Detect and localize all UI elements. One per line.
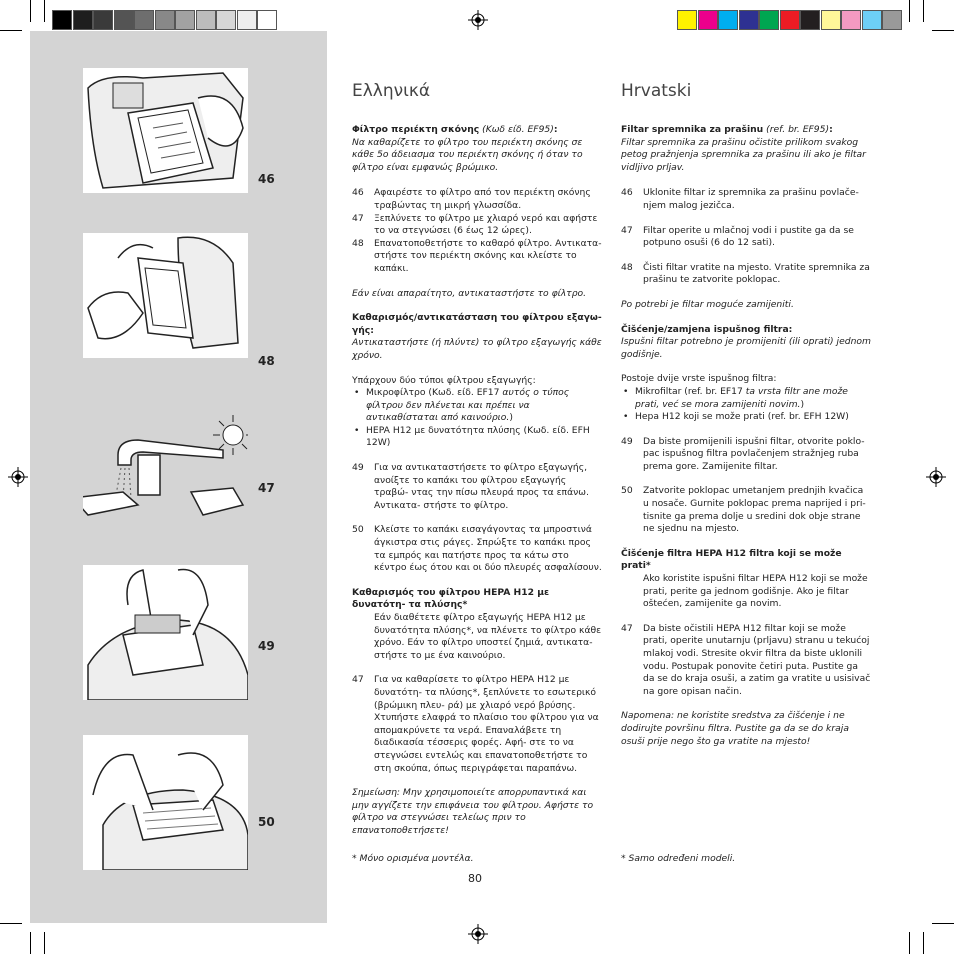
illustration-reinsert-filter (83, 233, 248, 358)
crop-mark (0, 923, 22, 924)
crop-mark (44, 932, 45, 954)
crop-mark (932, 923, 954, 924)
greek-filter-heading: Φίλτρο περιέκτη σκόνης (Κωδ είδ. EF95): (352, 124, 558, 135)
crop-mark (932, 30, 954, 31)
registration-mark-icon (926, 467, 946, 487)
step-item: 47 Da biste očistili HEPA H12 filtar koji se može prati, operite unutarnju (prljavu) stranu u tekućoj mlakoj vodi. Stresite okvir filtra da biste uklonili vodu. Postupak ponovite četiri puta. Pustite ga da se do kraja osuši, a zatim ga vratite u usisivač na gore opisan način. (621, 622, 871, 697)
step-item: 47 Filtar operite u mlačnoj vodi i pustite ga da se potpuno osuši (6 do 12 sati). (621, 224, 854, 249)
figure-number: 49 (258, 639, 275, 653)
color-swatch (257, 10, 277, 30)
bullet-item: • HEPA H12 με δυνατότητα πλύσης (Κωδ. είδ. EFH 12W) (354, 424, 590, 449)
croatian-title: Hrvatski (621, 81, 692, 101)
crop-mark (30, 932, 31, 954)
color-swatch (134, 10, 154, 30)
greek-filter-intro: Να καθαρίζετε το φίλτρο του περιέκτη σκόνης σε κάθε 5ο άδειασμα του περιέκτη σκόνης ή όταν το φίλτρο είναι εμφανώς βρώμικο. (352, 136, 583, 173)
greek-title: Ελληνικά (352, 81, 431, 101)
croatian-exhaust-intro: Ispušni filtar potrebno je promijeniti (ili oprati) jednom godišnje. (621, 336, 871, 360)
color-swatch (175, 10, 195, 30)
registration-mark-icon (8, 467, 28, 487)
croatian-exhaust-heading: Čišćenje/zamjena ispušnog filtra: (621, 323, 793, 335)
color-swatch (216, 10, 236, 30)
color-swatch (882, 10, 902, 30)
greek-footnote: * Μόνο ορισμένα μοντέλα. (352, 853, 474, 864)
crop-mark (44, 0, 45, 22)
illustration-rinse-filter (83, 410, 248, 530)
step-item: 48 Επανατοποθετήστε το καθαρό φίλτρο. Αντικατα- στήστε τον περιέκτη σκόνης και κλείστε το καπάκι. (352, 237, 602, 274)
croatian-footnote: * Samo određeni modeli. (621, 853, 736, 864)
color-swatch (862, 10, 882, 30)
color-swatch (698, 10, 718, 30)
color-swatch (759, 10, 779, 30)
croatian-replace-note: Po potrebi je filtar moguće zamijeniti. (621, 298, 794, 310)
step-item: 46 Uklonite filtar iz spremnika za prašinu povlače- njem malog jezičca. (621, 187, 859, 211)
color-swatch (93, 10, 113, 30)
croatian-types-intro: Postoje dvije vrste ispušnog filtra: (621, 373, 777, 385)
figure-number: 46 (258, 172, 275, 186)
greek-hepa-note: Σημείωση: Μην χρησιμοποιείτε απορρυπαντικά και μην αγγίζετε την επιφάνεια του φίλτρου. Αφήστε το φίλτρο να στεγνώσει τελείως πριν το επανατοποθετήσετε! (352, 787, 594, 836)
crop-mark (923, 932, 924, 954)
bullet-item: • Μικροφίλτρο (Κωδ. είδ. EF17 αυτός ο τύπος φίλτρου δεν πλένεται και πρέπει να αντικαθίσταται από καινούριο.) (354, 387, 570, 424)
crop-mark (0, 30, 22, 31)
color-swatch (237, 10, 257, 30)
step-item: 46 Αφαιρέστε το φίλτρο από τον περιέκτη σκόνης τραβώντας τη μικρή γλωσσίδα. (352, 187, 591, 211)
illustration-close-exhaust-cover (83, 735, 248, 870)
greek-hepa-heading: Καθαρισμός του φίλτρου HEPA H12 με δυνατότη- τα πλύσης* (352, 586, 550, 611)
step-item: 49 Για να αντικαταστήσετε το φίλτρο εξαγωγής, ανοίξτε το καπάκι του φίλτρου εξαγωγής τραβώ- ντας την πίσω πλευρά προς τα επάνω. Αντικατα- στήστε το φίλτρο. (352, 462, 589, 511)
color-swatch (114, 10, 134, 30)
color-swatch (52, 10, 72, 30)
step-item: 47 Ξεπλύνετε το φίλτρο με χλιαρό νερό και αφήστε το να στεγνώσει (6 έως 12 ώρες). (352, 212, 598, 237)
registration-mark-icon (468, 924, 488, 944)
color-swatch (196, 10, 216, 30)
crop-mark (923, 0, 924, 22)
color-swatch (718, 10, 738, 30)
greek-hepa-para: Εάν διαθέτετε φίλτρο εξαγωγής HEPA H12 με δυνατότητα πλύσης*, να πλένετε το φίλτρο κάθε χρόνο. Εάν το φίλτρο υποστεί ζημιά, αντικατα- στήστε το με ένα καινούριο. (374, 612, 602, 661)
croatian-filter-intro: Filtar spremnika za prašinu očistite prilikom svakog petog pražnjenja spremnika za prašinu ili ako je filtar vidljivo prljav. (621, 136, 866, 173)
color-swatch (800, 10, 820, 30)
croatian-column (621, 124, 871, 748)
figure-number: 47 (258, 481, 275, 495)
crop-mark (30, 0, 31, 22)
page-number: 80 (468, 872, 482, 885)
croatian-filter-heading: Filtar spremnika za prašinu (ref. br. EF95): (621, 124, 833, 135)
registration-mark-icon (468, 10, 488, 30)
step-item: 48 Čisti filtar vratite na mjesto. Vratite spremnika za prašinu te zatvorite poklopac. (621, 261, 870, 286)
greek-exhaust-heading: Καθαρισμός/αντικατάσταση του φίλτρου εξαγω- γής: (352, 312, 602, 336)
color-swatch (821, 10, 841, 30)
color-swatch (73, 10, 93, 30)
illustration-remove-filter (83, 68, 248, 193)
step-item: 50 Zatvorite poklopac umetanjem prednjih kvačica u nosače. Gurnite poklopac prema naprijed i pri- tisnite ga prema dolje u sredini dok obje strane ne sjednu na mjesto. (621, 485, 866, 535)
greek-column (352, 124, 602, 838)
croatian-hepa-para: Ako koristite ispušni filtar HEPA H12 koji se može prati, perite ga jednom godišnje. Ako je filtar oštećen, zamijenite ga novim. (643, 573, 868, 610)
illustration-replace-exhaust-filter (83, 565, 248, 700)
greek-replace-note: Εάν είναι απαραίτητο, αντικαταστήστε το φίλτρο. (352, 287, 587, 299)
bullet-item: • Mikrofiltar (ref. br. EF17 ta vrsta filtr ane može prati, već se mora zamijeniti novim.) (623, 385, 848, 410)
color-swatch (739, 10, 759, 30)
color-swatch (155, 10, 175, 30)
crop-mark (909, 0, 910, 22)
step-item: 50 Κλείστε το καπάκι εισαγάγοντας τα μπροστινά άγκιστρα στις ράγες. Σπρώξτε το καπάκι προς τα εμπρός και πατήστε προς τα κάτω στο κέντρο έως ότου και οι δύο πλευρές ασφαλίσουν. (352, 524, 602, 574)
greek-types-intro: Υπάρχουν δύο τύποι φίλτρου εξαγωγής: (352, 374, 536, 386)
color-swatch (841, 10, 861, 30)
crop-mark (909, 932, 910, 954)
figure-number: 48 (258, 354, 275, 368)
color-swatch (780, 10, 800, 30)
croatian-hepa-note: Napomena: ne koristite sredstva za čišćenje i ne dodirujte površinu filtra. Pustite ga da se do kraja osuši prije nego što ga vratite na mjesto! (621, 710, 849, 747)
croatian-hepa-heading: Čišćenje filtra HEPA H12 filtra koji se može prati* (621, 547, 842, 572)
figure-number: 50 (258, 815, 275, 829)
bullet-item: • Hepa H12 koji se može prati (ref. br. EFH 12W) (623, 411, 849, 423)
greek-exhaust-intro: Αντικαταστήστε (ή πλύντε) το φίλτρο εξαγωγής κάθε χρόνο. (352, 337, 602, 361)
color-swatch (677, 10, 697, 30)
step-item: 47 Για να καθαρίσετε το φίλτρο HEPA H12 με δυνατότη- τα πλύσης*, ξεπλύνετε το εσωτερικό (βρώμικη πλευ- ρά) με χλιαρό νερό βρύσης. Χτυπήστε ελαφρά το πλαίσιο του φίλτρου για να απομακρύνετε τα νερά. Επαναλάβετε τη διαδικασία τέσσερις φορές. Αφή- στε το να στεγνώσει εντελώς και επανατοποθετήστε το στη σκούπα, όπως περιγράφεται παραπάνω. (352, 674, 599, 774)
step-item: 49 Da biste promijenili ispušni filtar, otvorite poklo- pac ispušnog filtra povlačenjem stražnjeg ruba prema gore. Zamijenite filtar. (621, 435, 865, 472)
